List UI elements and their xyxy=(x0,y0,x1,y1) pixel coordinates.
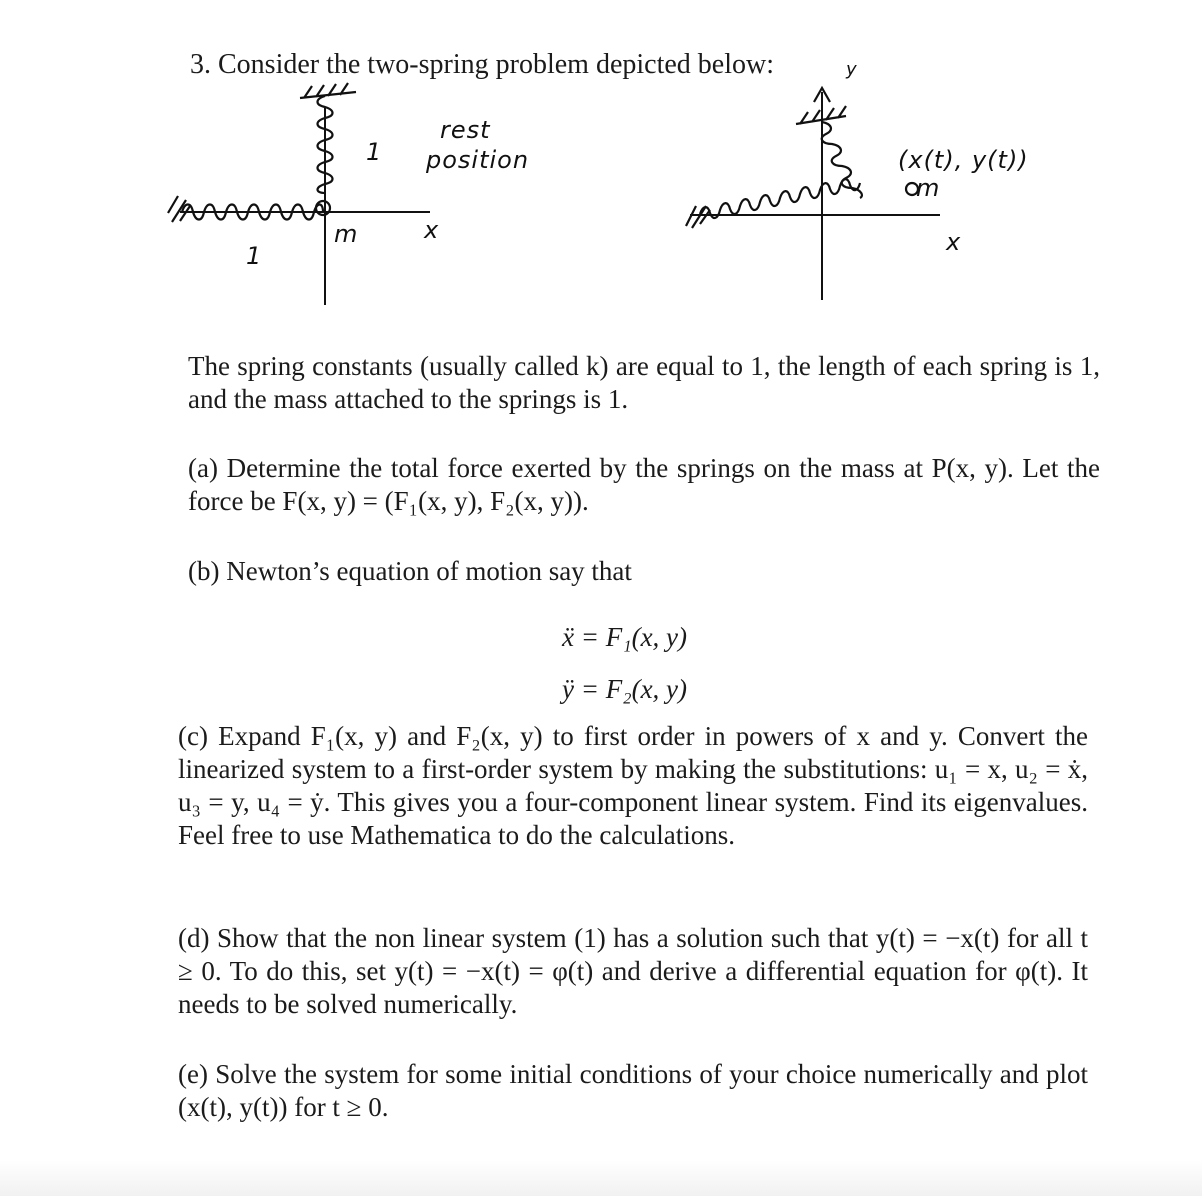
left-ceiling-hatch xyxy=(300,83,356,98)
left-spring-length-label: 1 xyxy=(366,138,383,166)
part-e-text: (e) Solve the system for some initial conditions of your choice numerically and plot (x(t), y(t)) for t ≥ 0. xyxy=(178,1059,1088,1122)
part-b-text: (b) Newton’s equation of motion say that xyxy=(188,556,632,586)
page-bottom-shadow xyxy=(0,1160,1202,1196)
right-x-label: x xyxy=(946,228,962,256)
left-x-label: x xyxy=(424,216,440,244)
position-label: position xyxy=(426,146,530,174)
left-diagram xyxy=(168,83,430,305)
right-wall-hatch xyxy=(686,206,710,228)
problem-intro: The spring constants (usually called k) are equal to 1, the length of each spring is 1, and the mass attached to the springs is 1. xyxy=(188,351,1100,414)
right-horizontal-spring xyxy=(700,179,860,218)
problem-title: 3. Consider the two-spring problem depicted below: xyxy=(190,49,774,80)
part-a-text: (a) Determine the total force exerted by the springs on the mass at P(x, y). Let the force be F(x, y) = (F₁(x, y), F₂(x, y)). xyxy=(188,453,1100,516)
right-diagram xyxy=(686,88,940,300)
left-wall-spring-length-label: 1 xyxy=(246,242,263,270)
right-mass-label: m xyxy=(916,174,941,202)
left-mass-label: m xyxy=(334,220,359,248)
equation-y: ÿ = F₂(x, y) xyxy=(562,674,688,704)
right-diagonal-spring xyxy=(822,122,862,198)
part-d-text: (d) Show that the non linear system (1) has a solution such that y(t) = −x(t) for all t ≥ 0. To do this, set y(t) = −x(t) = φ(t) and derive a differential equation for φ(t). It needs to be solved numerically. xyxy=(178,923,1088,1019)
left-wall-hatch xyxy=(168,196,190,222)
right-point-label: (x(t), y(t)) xyxy=(898,146,1029,174)
part-c-text: (c) Expand F₁(x, y) and F₂(x, y) to first order in powers of x and y. Convert the linearized system to a first-order system by making the substitutions: u₁ = x, u₂ = ẋ, u₃ = y, u₄ = ẏ. This gives you a four-component linear system. Find its eigenvalues. Feel free to use Mathematica to do the calculations. xyxy=(178,721,1088,850)
rest-label: rest xyxy=(440,116,491,144)
right-y-label: y xyxy=(846,59,858,80)
equation-x: ẍ = F₁(x, y) xyxy=(562,622,688,652)
